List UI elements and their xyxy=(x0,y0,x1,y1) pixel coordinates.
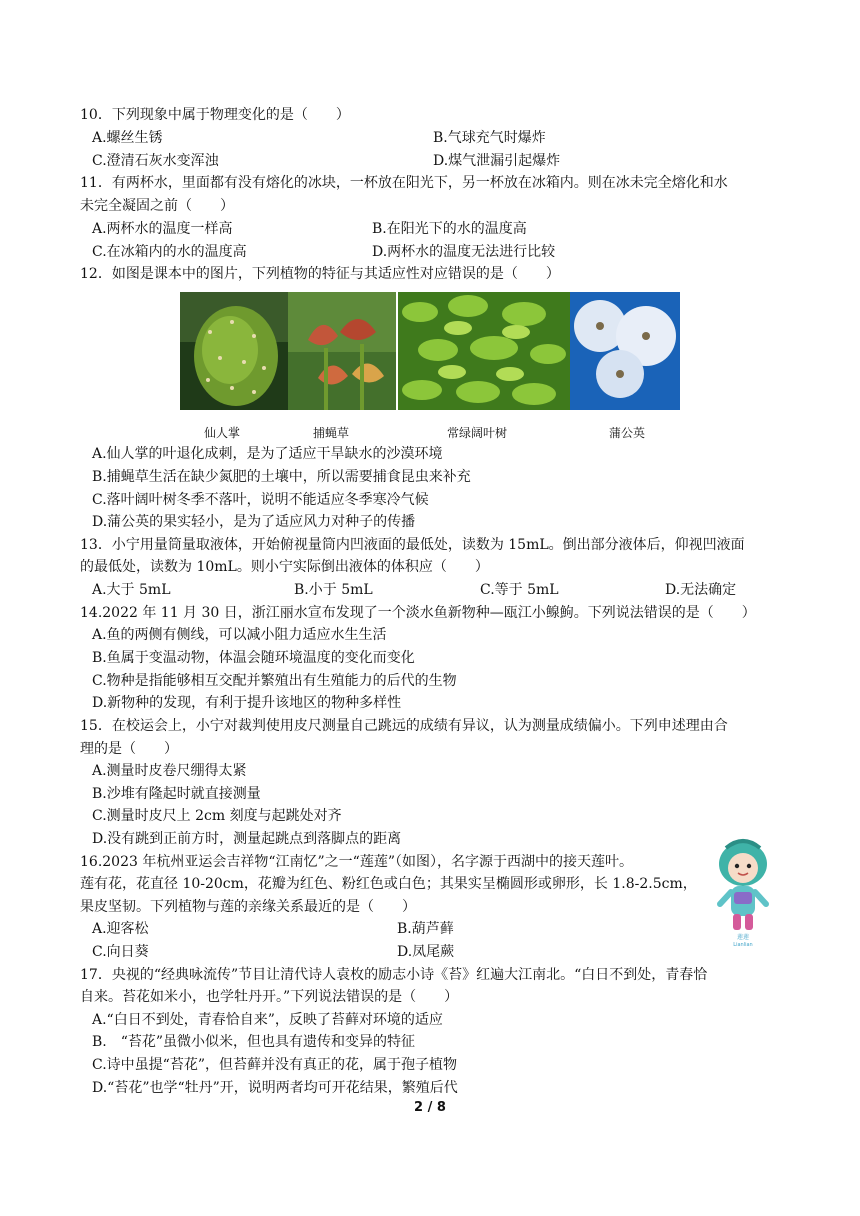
q10-stem: 10．下列现象中属于物理变化的是（ ） xyxy=(80,107,350,123)
q17-option-b: B. “苔花”虽微小似米，但也具有遗传和变异的特征 xyxy=(92,1034,416,1050)
q17-stem-line2: 自来。苔花如米小，也学牡丹开。”下列说法错误的是（ ） xyxy=(80,989,459,1005)
q12-option-d: D.蒲公英的果实轻小，是为了适应风力对种子的传播 xyxy=(92,514,416,530)
q14-stem: 14.2022 年 11 月 30 日，浙江丽水宣布发现了一个淡水鱼新物种—瓯江小鳈鮈。下列说法错误的是（ ） xyxy=(80,605,756,621)
q10-option-c: C.澄清石灰水变浑浊 xyxy=(92,153,219,169)
q10-option-b: B.气球充气时爆炸 xyxy=(433,130,546,146)
q10-option-a: A.螺丝生锈 xyxy=(92,130,163,146)
q15-option-b: B.沙堆有隆起时就直接测量 xyxy=(92,786,261,802)
q13-stem-line2: 的最低处，读数为 10mL。则小宁实际倒出液体的体积应（ ） xyxy=(80,559,489,575)
caption-cactus: 仙人掌 xyxy=(204,426,241,440)
q11-stem-line1: 11．有两杯水，里面都有没有熔化的冰块，一杯放在阳光下，另一杯放在冰箱内。则在冰未完全熔化和水 xyxy=(80,175,728,191)
q11-stem-line2: 未完全凝固之前（ ） xyxy=(80,198,234,214)
q11-option-c: C.在冰箱内的水的温度高 xyxy=(92,244,247,260)
q16-option-b: B.葫芦藓 xyxy=(397,921,454,937)
q16-option-a: A.迎客松 xyxy=(92,921,149,937)
q12-option-a: A.仙人掌的叶退化成刺，是为了适应干旱缺水的沙漠环境 xyxy=(92,446,443,462)
q10-option-d: D.煤气泄漏引起爆炸 xyxy=(433,153,561,169)
cactus-photo xyxy=(180,292,288,410)
q14-option-d: D.新物种的发现，有利于提升该地区的物种多样性 xyxy=(92,695,402,711)
q12-stem: 12．如图是课本中的图片，下列植物的特征与其适应性对应错误的是（ ） xyxy=(80,266,560,282)
q14-option-c: C.物种是指能够相互交配并繁殖出有生殖能力的后代的生物 xyxy=(92,673,457,689)
dandelion-photo xyxy=(570,292,680,410)
q11-option-d: D.两杯水的温度无法进行比较 xyxy=(372,244,556,260)
q14-option-a: A.鱼的两侧有侧线，可以减小阻力适应水生生活 xyxy=(92,627,387,643)
q13-stem-line1: 13．小宁用量筒量取液体，开始俯视量筒内凹液面的最低处，读数为 15mL。倒出部分液体后，仰视凹液面 xyxy=(80,537,745,553)
lianlian-mascot-image xyxy=(712,838,774,954)
mascot-name-cn: 莲莲 xyxy=(736,934,749,941)
q12-option-c: C.落叶阔叶树冬季不落叶，说明不能适应冬季寒冷气候 xyxy=(92,492,429,508)
q13-option-c: C.等于 5mL xyxy=(480,582,559,598)
q12-option-b: B.捕蝇草生活在缺少氮肥的土壤中，所以需要捕食昆虫来补充 xyxy=(92,469,471,485)
q13-option-a: A.大于 5mL xyxy=(92,582,171,598)
q15-option-c: C.测量时皮尺上 2cm 刻度与起跳处对齐 xyxy=(92,808,342,824)
q17-option-a: A.“白日不到处，青春恰自来”，反映了苔藓对环境的适应 xyxy=(92,1012,443,1028)
q16-option-d: D.凤尾蕨 xyxy=(397,944,455,960)
caption-venus-flytrap: 捕蝇草 xyxy=(313,426,350,440)
page-number: 2 / 8 xyxy=(414,1100,446,1115)
q16-stem-line1: 16.2023 年杭州亚运会吉祥物“江南忆”之一“莲莲”（如图），名字源于西湖中的接天莲叶。 xyxy=(80,854,633,870)
q11-option-b: B.在阳光下的水的温度高 xyxy=(372,221,527,237)
q17-stem-line1: 17．央视的“经典咏流传”节目让清代诗人袁枚的励志小诗《苔》红遍大江南北。“白日不到处，青春恰 xyxy=(80,967,708,983)
q15-stem-line1: 15．在校运会上，小宁对裁判使用皮尺测量自己跳远的成绩有异议，认为测量成绩偏小。下列申述理由合 xyxy=(80,718,728,734)
mascot-name-en: Lianlian xyxy=(733,942,753,948)
q17-option-d: D.“苔花”也学“牡丹”开，说明两者均可开花结果，繁殖后代 xyxy=(92,1080,458,1096)
q15-stem-line2: 理的是（ ） xyxy=(80,741,178,757)
q15-option-a: A.测量时皮卷尺绷得太紧 xyxy=(92,763,247,779)
venus-flytrap-photo xyxy=(288,292,396,410)
q16-stem-line2: 莲有花，花直径 10-20cm，花瓣为红色、粉红色或白色；其果实呈椭圆形或卵形，长 1.8-2.5cm， xyxy=(80,876,697,892)
q13-option-d: D.无法确定 xyxy=(665,582,737,598)
q11-option-a: A.两杯水的温度一样高 xyxy=(92,221,233,237)
caption-evergreen-tree: 常绿阔叶树 xyxy=(447,426,508,440)
q15-option-d: D.没有跳到正前方时，测量起跳点到落脚点的距离 xyxy=(92,831,402,847)
q16-option-c: C.向日葵 xyxy=(92,944,149,960)
q13-option-b: B.小于 5mL xyxy=(294,582,373,598)
q16-stem-line3: 果皮坚韧。下列植物与莲的亲缘关系最近的是（ ） xyxy=(80,899,416,915)
caption-dandelion: 蒲公英 xyxy=(609,426,646,440)
evergreen-broadleaf-tree-photo xyxy=(398,292,570,410)
q14-option-b: B.鱼属于变温动物，体温会随环境温度的变化而变化 xyxy=(92,650,415,666)
q17-option-c: C.诗中虽提“苔花”，但苔藓并没有真正的花，属于孢子植物 xyxy=(92,1057,457,1073)
